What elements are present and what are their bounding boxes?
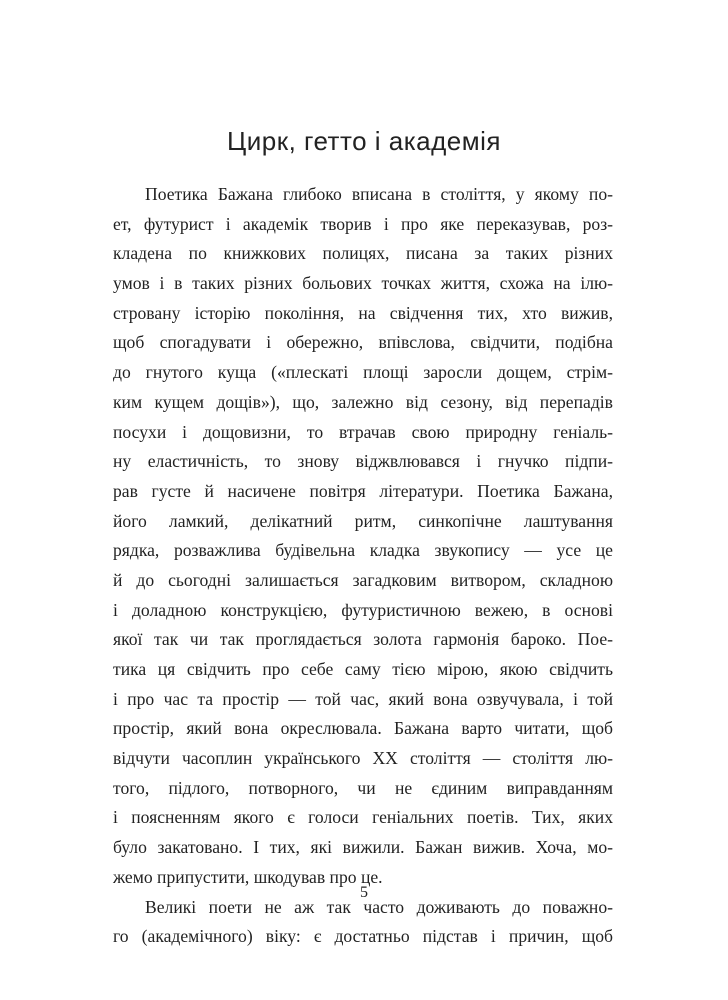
text-line: ет, футурист і академік творив і про яке переказував, роз- [113, 213, 613, 234]
text-line: посухи і дощовизни, то втрачав свою природну геніаль- [113, 421, 613, 442]
text-line: до гнутого куща («плескаті площі заросли дощем, стрім- [113, 362, 613, 383]
text-line: простір, який вона окреслювала. Бажана варто читати, щоб [113, 718, 613, 739]
text-line: умов і в таких різних больових точках життя, схожа на ілю- [113, 273, 613, 294]
paragraph-1 [113, 180, 613, 893]
text-line: щоб спогадувати і обережно, впівслова, свідчити, подібна [113, 332, 613, 353]
text-line: рядка, розважлива будівельна кладка звукопису — усе це [113, 540, 613, 561]
text-line: ким кущем дощів»), що, залежно від сезону, від перепадів [113, 391, 613, 412]
text-line: і про час та простір — той час, який вона озвучувала, і той [113, 688, 613, 709]
text-line: жемо припустити, шкодував про це. [113, 866, 383, 887]
text-line: і доладною конструкцією, футуристичною вежею, в основі [113, 599, 613, 620]
text-line: й до сьогодні залишається загадковим витвором, складною [113, 569, 613, 590]
text-line: рав густе й насичене повітря літератури. Поетика Бажана, [113, 480, 613, 501]
text-line: Поетика Бажана глибоко вписана в століття, у якому по- [145, 184, 613, 204]
text-line: тика ця свідчить про себе саму тією мірою, якою свідчить [113, 659, 613, 679]
text-line: ну еластичність, то знову віджвлювався і гнучко підпи- [113, 451, 613, 472]
chapter-title: Цирк, гетто і академія [227, 126, 501, 156]
text-line: його ламкий, делікатний ритм, синкопічне лаштування [113, 510, 613, 531]
text-line: того, підлого, потворного, чи не єдиним виправданням [113, 777, 613, 798]
text-line: кладена по книжкових полицях, писана за таких різних [113, 243, 613, 264]
page-number: 5 [360, 884, 368, 901]
text-line: було закатовано. І тих, які вижили. Бажан вижив. Хоча, мо- [113, 837, 613, 858]
text-line: го (академічного) віку: є достатньо підстав і причин, щоб [113, 926, 613, 947]
text-line: стровану історію покоління, на свідчення тих, хто вижив, [113, 302, 613, 323]
body-text [113, 180, 613, 952]
text-line: якої так чи так проглядається золота гармонія бароко. Пое- [113, 629, 613, 650]
text-line: Великі поети не аж так часто доживають до поважно- [145, 896, 613, 917]
text-line: відчути часоплин українського XX століття — століття лю- [113, 748, 613, 769]
text-line: і поясненням якого є голоси геніальних поетів. Тих, яких [113, 807, 613, 828]
